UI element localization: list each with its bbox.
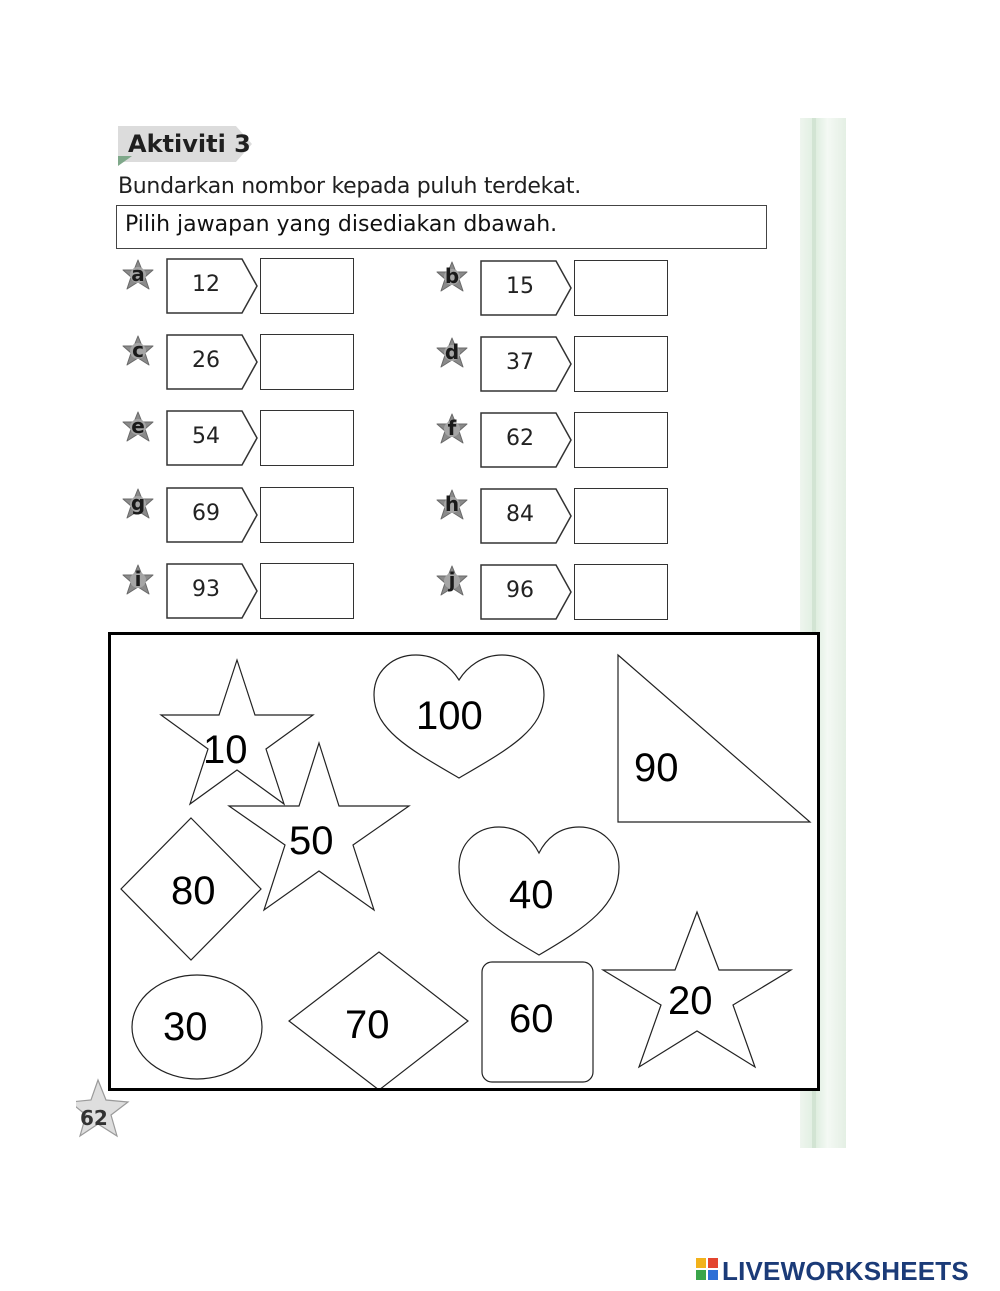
answer-box-e[interactable]	[260, 410, 354, 466]
question-j	[434, 564, 674, 624]
option-label-30[interactable]: 30	[163, 1005, 208, 1049]
question-letter: b	[444, 264, 460, 288]
answer-box-j[interactable]	[574, 564, 668, 620]
question-number: 96	[506, 578, 534, 603]
answer-box-b[interactable]	[574, 260, 668, 316]
question-i	[120, 563, 360, 623]
number-tag	[480, 260, 572, 316]
question-letter: h	[444, 492, 460, 516]
option-label-90[interactable]: 90	[634, 746, 679, 790]
flower-badge-icon	[434, 260, 470, 296]
liveworksheets-logo-icon	[696, 1258, 718, 1280]
question-number: 15	[506, 274, 534, 299]
question-letter: a	[131, 262, 145, 286]
question-number: 37	[506, 350, 534, 375]
page-number-badge	[76, 1078, 132, 1134]
option-label-100[interactable]: 100	[416, 694, 483, 738]
question-number: 93	[192, 577, 220, 602]
answer-box-c[interactable]	[260, 334, 354, 390]
option-label-20[interactable]: 20	[668, 979, 713, 1023]
question-number: 12	[192, 272, 220, 297]
question-d	[434, 336, 674, 396]
number-tag	[166, 410, 258, 466]
flower-badge-icon	[120, 334, 156, 370]
option-label-60[interactable]: 60	[509, 997, 554, 1041]
activity-title: Aktiviti 3	[128, 130, 251, 158]
question-number: 62	[506, 426, 534, 451]
option-label-80[interactable]: 80	[171, 869, 216, 913]
answer-box-a[interactable]	[260, 258, 354, 314]
instruction-text: Bundarkan nombor kepada puluh terdekat.	[118, 174, 581, 199]
question-number: 54	[192, 424, 220, 449]
brand-name: LIVEWORKSHEETS	[722, 1256, 969, 1286]
question-letter: j	[448, 568, 456, 592]
answer-box-f[interactable]	[574, 412, 668, 468]
question-f	[434, 412, 674, 472]
page-number: 62	[80, 1106, 108, 1130]
question-h	[434, 488, 674, 548]
question-letter: d	[444, 340, 460, 364]
flower-badge-icon	[434, 336, 470, 372]
option-label-40[interactable]: 40	[509, 873, 554, 917]
flower-badge-icon	[434, 412, 470, 448]
answer-box-h[interactable]	[574, 488, 668, 544]
question-letter: g	[130, 491, 146, 515]
question-letter: e	[131, 414, 145, 438]
question-letter: f	[447, 416, 457, 440]
number-tag	[166, 563, 258, 619]
question-a	[120, 258, 360, 318]
flower-badge-icon	[120, 487, 156, 523]
number-tag	[166, 258, 258, 314]
question-letter: c	[132, 338, 144, 362]
number-tag	[480, 412, 572, 468]
question-g	[120, 487, 360, 547]
question-number: 26	[192, 348, 220, 373]
flower-badge-icon	[434, 488, 470, 524]
question-number: 69	[192, 501, 220, 526]
number-tag	[480, 564, 572, 620]
flower-badge-icon	[434, 564, 470, 600]
answer-box-d[interactable]	[574, 336, 668, 392]
question-letter: i	[134, 567, 142, 591]
option-label-50[interactable]: 50	[289, 819, 334, 863]
option-label-70[interactable]: 70	[345, 1003, 390, 1047]
number-tag	[166, 334, 258, 390]
triangle-shape-90[interactable]	[618, 655, 810, 822]
number-tag	[480, 336, 572, 392]
flower-badge-icon	[120, 410, 156, 446]
number-tag	[480, 488, 572, 544]
question-c	[120, 334, 360, 394]
answer-options-panel	[108, 632, 820, 1091]
question-e	[120, 410, 360, 470]
flower-badge-icon	[120, 258, 156, 294]
answer-box-g[interactable]	[260, 487, 354, 543]
instruction-box: Pilih jawapan yang disediakan dbawah.	[116, 205, 767, 249]
number-tag	[166, 487, 258, 543]
question-b	[434, 260, 674, 320]
option-label-10[interactable]: 10	[203, 728, 248, 772]
flower-badge-icon	[120, 563, 156, 599]
answer-box-i[interactable]	[260, 563, 354, 619]
question-number: 84	[506, 502, 534, 527]
